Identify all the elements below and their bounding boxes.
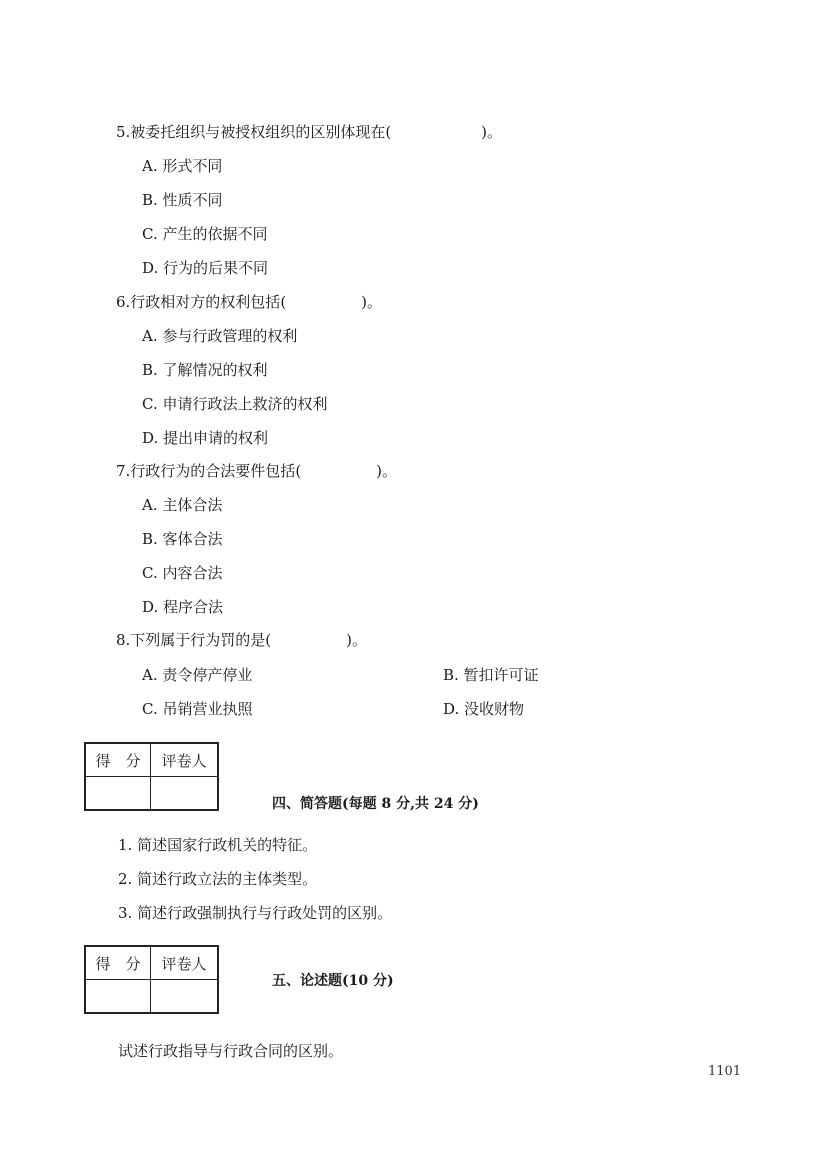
score-table-section-5 <box>84 945 219 1014</box>
section-4-title: 四、简答题(每题 8 分,共 24 分) <box>272 796 479 812</box>
essay-question: 试述行政指导与行政合同的区别。 <box>118 1042 344 1060</box>
question-8-option-a: A. 责令停产停业 <box>142 666 253 684</box>
short-answer-1: 1. 简述国家行政机关的特征。 <box>118 836 318 854</box>
score-cell <box>85 777 151 811</box>
score-cell <box>85 980 151 1014</box>
question-8-option-b: B. 暂扣许可证 <box>443 666 539 684</box>
question-5-option-b: B. 性质不同 <box>142 191 223 209</box>
grader-label: 评卷人 <box>151 743 219 777</box>
grader-label: 评卷人 <box>151 946 219 980</box>
section-5-title: 五、论述题(10 分) <box>272 973 394 989</box>
question-7-option-a: A. 主体合法 <box>142 496 223 514</box>
question-5-option-a: A. 形式不同 <box>142 157 223 175</box>
short-answer-2: 2. 简述行政立法的主体类型。 <box>118 870 318 888</box>
question-7-option-b: B. 客体合法 <box>142 530 223 548</box>
question-5-option-c: C. 产生的依据不同 <box>142 225 268 243</box>
score-label: 得 分 <box>85 743 151 777</box>
score-table-section-4 <box>84 742 219 811</box>
question-7-option-d: D. 程序合法 <box>142 598 224 616</box>
question-7-stem: 7.行政行为的合法要件包括( )。 <box>116 462 398 480</box>
question-5-stem: 5.被委托组织与被授权组织的区别体现在( )。 <box>116 123 503 141</box>
question-7-option-c: C. 内容合法 <box>142 564 223 582</box>
question-6-stem: 6.行政相对方的权利包括( )。 <box>116 293 383 311</box>
page-number: 1101 <box>708 1064 742 1079</box>
question-6-option-a: A. 参与行政管理的权利 <box>142 327 298 345</box>
question-6-option-d: D. 提出申请的权利 <box>142 429 269 447</box>
question-6-option-b: B. 了解情况的权利 <box>142 361 268 379</box>
question-8-option-d: D. 没收财物 <box>443 700 525 718</box>
question-5-option-d: D. 行为的后果不同 <box>142 259 269 277</box>
score-label: 得 分 <box>85 946 151 980</box>
short-answer-3: 3. 简述行政强制执行与行政处罚的区别。 <box>118 904 393 922</box>
grader-cell <box>151 980 219 1014</box>
question-8-option-c: C. 吊销营业执照 <box>142 700 253 718</box>
grader-cell <box>151 777 219 811</box>
question-6-option-c: C. 申请行政法上救济的权利 <box>142 395 328 413</box>
question-8-stem: 8.下列属于行为罚的是( )。 <box>116 631 368 649</box>
